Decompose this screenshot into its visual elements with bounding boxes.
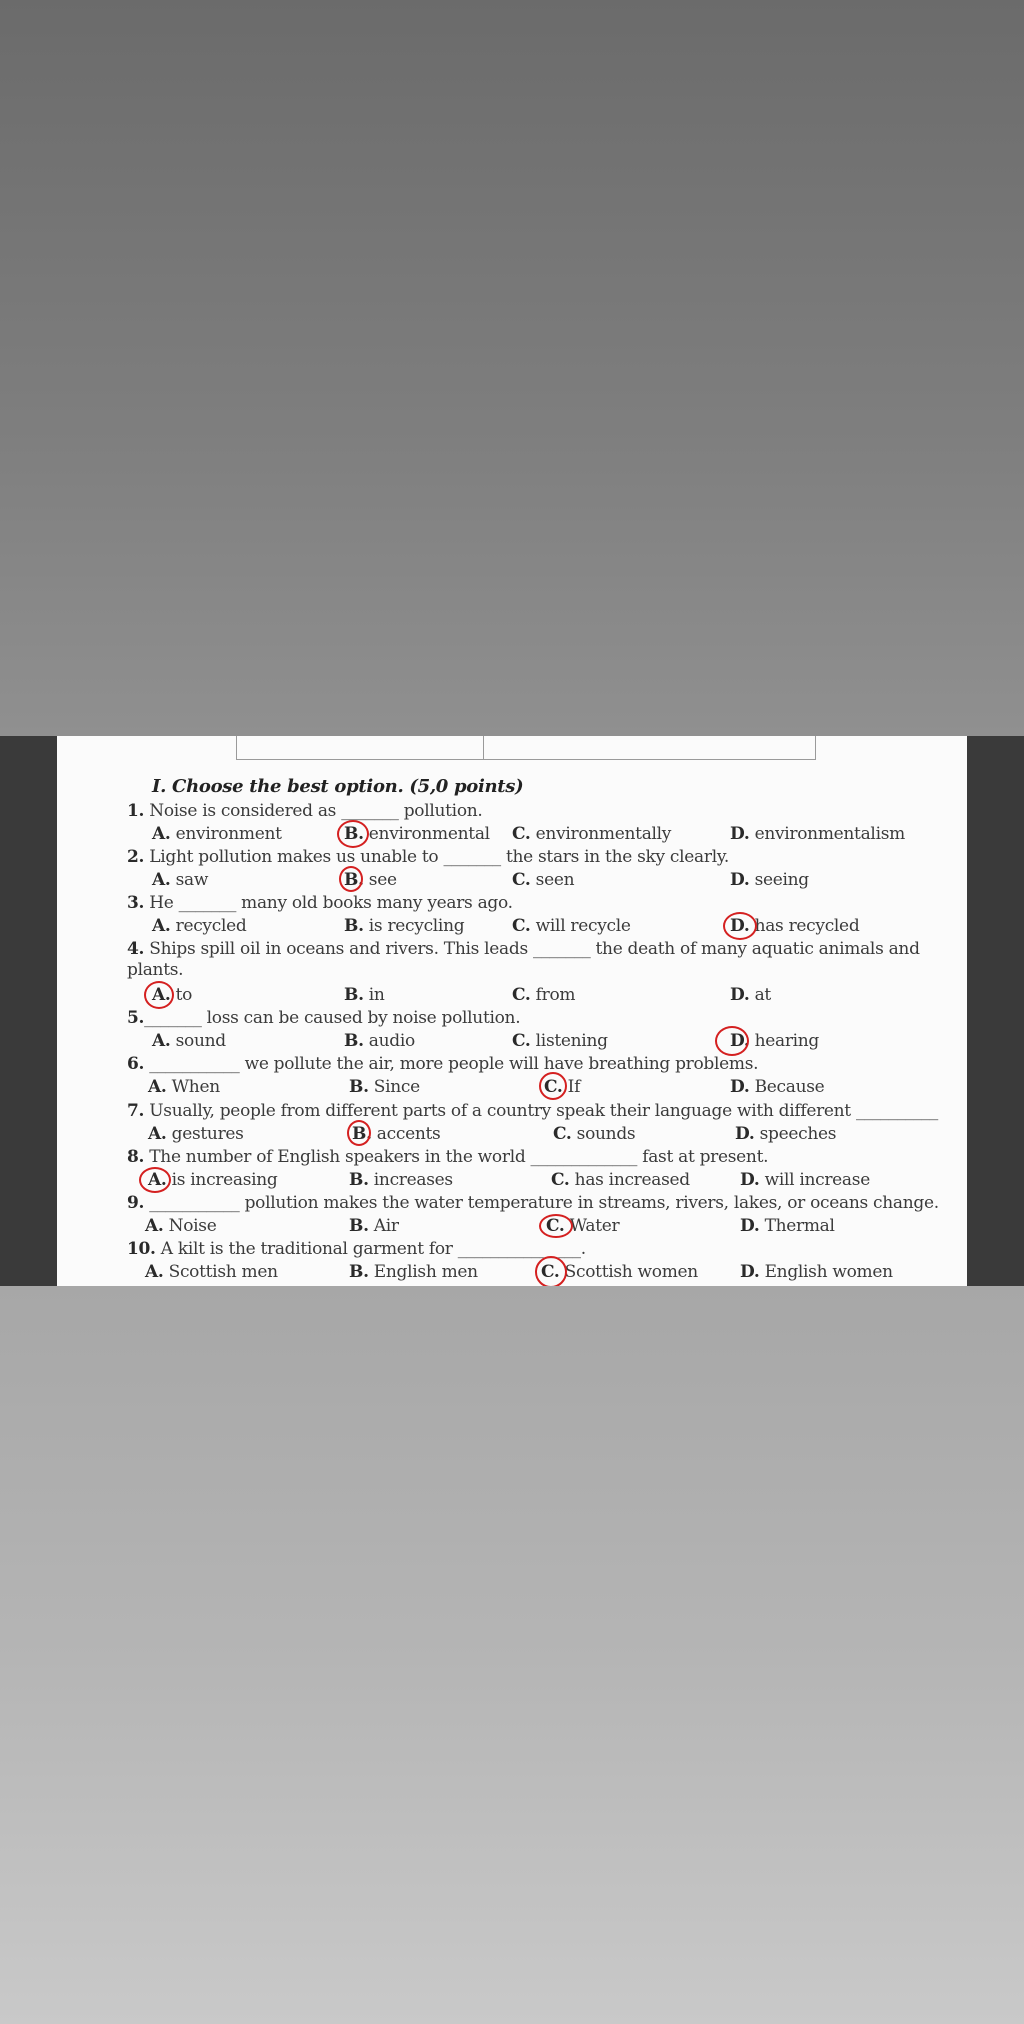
option-label: A. [152,985,171,1005]
option-text: If [562,1077,581,1097]
q2-option-a[interactable] [152,869,208,891]
option-text: from [530,985,576,1005]
question-4 [127,938,920,960]
option-text: Noise [163,1216,217,1236]
q3-option-c[interactable] [512,915,631,937]
option-label: C. [551,1170,570,1190]
option-label: D. [730,1077,750,1097]
option-label: D. [740,1216,760,1236]
option-text: speeches [754,1124,837,1144]
option-label: A. [152,824,171,844]
option-text: in [363,985,385,1005]
option-label: C. [546,1216,565,1236]
q3-option-b[interactable] [344,915,464,937]
question-stem: _______ loss can be caused by noise pollution. [144,1008,521,1028]
option-label: A. [148,1077,167,1097]
q1-option-b[interactable] [344,823,490,845]
question-stem: Noise is considered as _______ pollution. [144,801,483,821]
q6-option-d[interactable] [730,1076,824,1098]
option-text: accents [371,1124,441,1144]
option-text: will recycle [530,916,631,936]
option-label: A. [148,1170,167,1190]
option-label: B. [349,1077,369,1097]
q4-option-a[interactable] [152,984,192,1006]
q1-option-a[interactable] [152,823,282,845]
q1-option-d[interactable] [730,823,905,845]
q5-option-a[interactable] [152,1030,226,1052]
option-label: B. [352,1124,372,1144]
q10-option-c[interactable] [541,1261,698,1283]
option-label: C. [544,1077,563,1097]
option-text: sound [170,1031,226,1051]
question-number: 3. [127,893,145,913]
question-3 [127,892,513,914]
option-label: D. [730,870,750,890]
q3-option-d[interactable] [730,915,859,937]
question-stem: A kilt is the traditional garment for _______________. [155,1239,586,1259]
question-9 [127,1192,939,1214]
option-text: has recycled [749,916,860,936]
q9-option-a[interactable] [145,1215,216,1237]
option-label: C. [512,985,531,1005]
option-label: A. [152,916,171,936]
question-stem: ___________ we pollute the air, more people will have breathing problems. [144,1054,759,1074]
option-label: B. [344,916,364,936]
option-text: Thermal [759,1216,835,1236]
question-stem: Usually, people from different parts of a country speak their language with different __________ [144,1101,938,1121]
question-7 [127,1100,938,1122]
option-text: Air [368,1216,399,1236]
question-stem-continued: plants. [127,960,184,980]
question-4-continued [127,959,183,981]
q4-option-b[interactable] [344,984,385,1006]
option-text: is recycling [363,916,465,936]
option-text: see [363,870,397,890]
q4-option-c[interactable] [512,984,575,1006]
question-number: 1. [127,801,145,821]
q3-option-a[interactable] [152,915,246,937]
option-label: B. [344,1031,364,1051]
question-stem: He _______ many old books many years ago. [144,893,513,913]
question-number: 9. [127,1193,145,1213]
option-text: listening [530,1031,608,1051]
option-text: gestures [166,1124,244,1144]
q8-option-b[interactable] [349,1169,453,1191]
q8-option-c[interactable] [551,1169,690,1191]
question-8 [127,1146,768,1168]
question-number: 2. [127,847,145,867]
option-label: A. [152,870,171,890]
option-label: B. [349,1216,369,1236]
option-label: D. [730,985,750,1005]
q9-option-d[interactable] [740,1215,835,1237]
option-text: When [166,1077,220,1097]
option-text: Because [749,1077,825,1097]
question-number: 10. [127,1239,156,1259]
table-divider [483,736,484,759]
question-number: 5. [127,1008,145,1028]
option-label: A. [145,1216,164,1236]
option-text: audio [363,1031,415,1051]
q8-option-a[interactable] [148,1169,278,1191]
question-stem: Light pollution makes us unable to _______ the stars in the sky clearly. [144,847,729,867]
option-label: D. [735,1124,755,1144]
section-title: I. Choose the best option. (5,0 points) [152,776,524,797]
option-label: B. [349,1262,369,1282]
q7-option-a[interactable] [148,1123,244,1145]
option-text: environmentalism [749,824,905,844]
question-number: 7. [127,1101,145,1121]
table-remnant [236,736,816,760]
q1-option-c[interactable] [512,823,671,845]
q5-option-b[interactable] [344,1030,415,1052]
option-text: English women [759,1262,893,1282]
q2-option-d[interactable] [730,869,809,891]
option-label: A. [148,1124,167,1144]
option-label: C. [512,1031,531,1051]
question-number: 6. [127,1054,145,1074]
option-label: D. [730,824,750,844]
option-label: D. [740,1170,760,1190]
option-text: Scottish men [163,1262,278,1282]
option-label: C. [553,1124,572,1144]
q10-option-a[interactable] [145,1261,278,1283]
option-text: to [170,985,193,1005]
question-number: 4. [127,939,145,959]
option-text: seen [530,870,575,890]
q6-option-b[interactable] [349,1076,420,1098]
option-text: seeing [749,870,809,890]
question-5 [127,1007,520,1029]
question-6 [127,1053,758,1075]
q7-option-d[interactable] [735,1123,836,1145]
q2-option-c[interactable] [512,869,574,891]
q5-option-d[interactable] [730,1030,819,1052]
option-label: B. [349,1170,369,1190]
q7-option-b[interactable] [352,1123,440,1145]
q6-option-c[interactable] [544,1076,580,1098]
option-label: B. [344,870,364,890]
option-text: at [749,985,771,1005]
q4-option-d[interactable] [730,984,771,1006]
option-text: Scottish women [559,1262,698,1282]
question-1 [127,800,483,822]
q7-option-c[interactable] [553,1123,635,1145]
q2-option-b[interactable] [344,869,397,891]
question-10 [127,1238,586,1260]
option-label: A. [152,1031,171,1051]
option-label: B. [344,824,364,844]
option-label: D. [730,1031,750,1051]
option-text: increases [368,1170,453,1190]
question-stem: The number of English speakers in the world _____________ fast at present. [144,1147,769,1167]
option-text: hearing [749,1031,820,1051]
option-text: recycled [170,916,247,936]
option-label: A. [145,1262,164,1282]
option-text: environmental [363,824,490,844]
option-label: C. [512,916,531,936]
question-stem: Ships spill oil in oceans and rivers. This leads _______ the death of many aquatic animals and [144,939,920,959]
option-text: sounds [571,1124,636,1144]
option-text: has increased [569,1170,690,1190]
q6-option-a[interactable] [148,1076,220,1098]
option-text: Since [368,1077,420,1097]
question-stem: ___________ pollution makes the water temperature in streams, rivers, lakes, or oceans change. [144,1193,939,1213]
option-label: D. [730,916,750,936]
question-number: 8. [127,1147,145,1167]
q10-option-b[interactable] [349,1261,478,1283]
option-text: environmentally [530,824,672,844]
option-label: C. [512,824,531,844]
q9-option-c[interactable] [546,1215,619,1237]
option-text: will increase [759,1170,870,1190]
option-text: is increasing [166,1170,278,1190]
option-label: C. [512,870,531,890]
q5-option-c[interactable] [512,1030,608,1052]
q10-option-d[interactable] [740,1261,893,1283]
option-text: Water [564,1216,620,1236]
option-label: D. [740,1262,760,1282]
option-label: B. [344,985,364,1005]
option-text: environment [170,824,282,844]
option-text: saw [170,870,209,890]
option-label: C. [541,1262,560,1282]
option-text: English men [368,1262,478,1282]
worksheet-paper [57,736,967,1286]
question-2 [127,846,729,868]
q9-option-b[interactable] [349,1215,399,1237]
q8-option-d[interactable] [740,1169,870,1191]
